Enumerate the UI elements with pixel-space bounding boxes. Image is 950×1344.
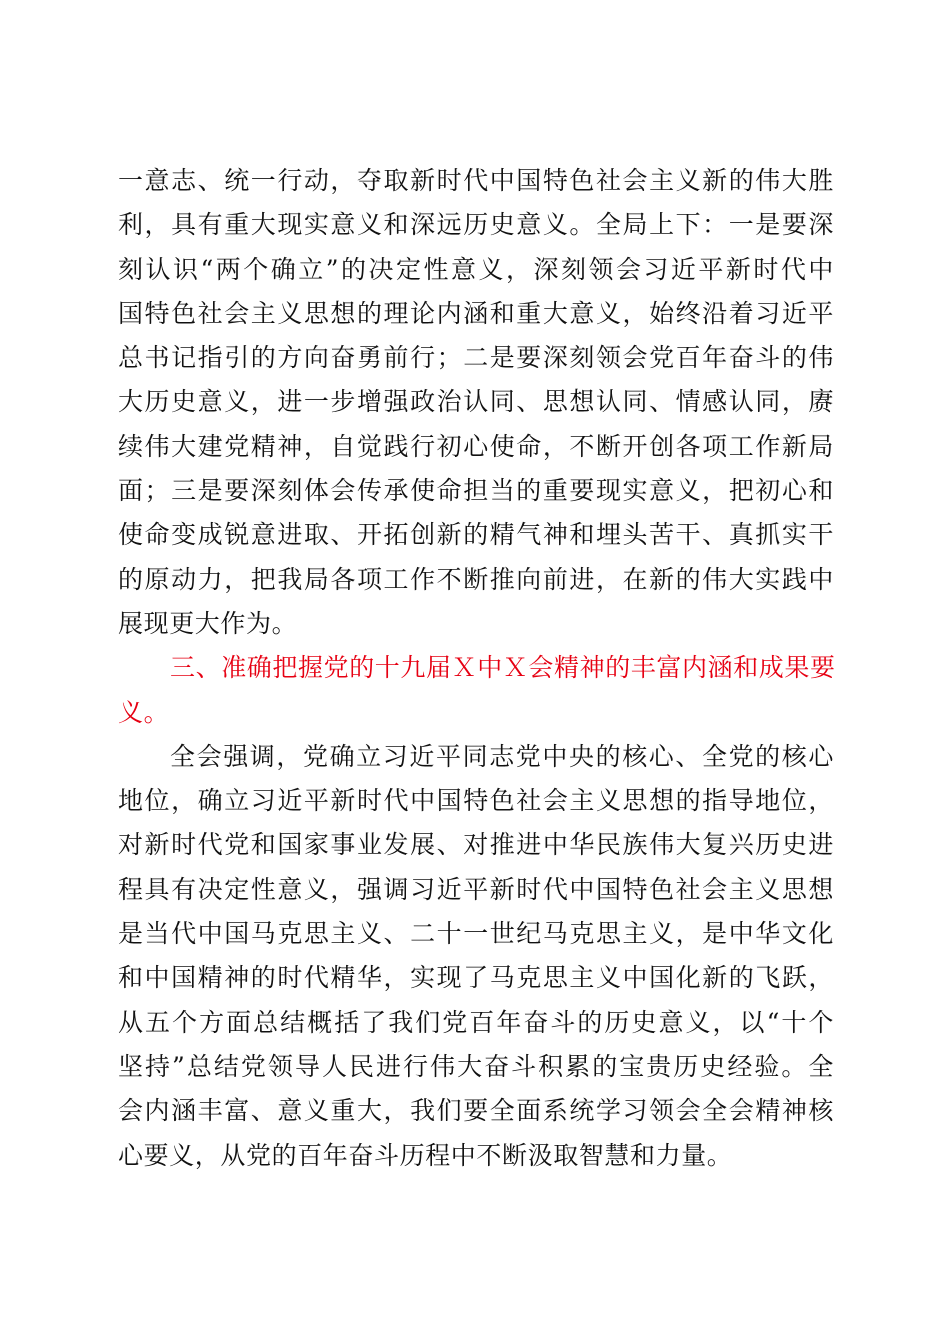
text-line: 使命变成锐意进取、开拓创新的精气神和埋头苦干、真抓实干 [118, 520, 834, 550]
document-page [118, 159, 834, 1178]
text-line: 的原动力，把我局各项工作不断推向前进，在新的伟大实践中 [118, 564, 834, 594]
text-line: 展现更大作为。 [118, 608, 298, 638]
text-line: 面；三是要深刻体会传承使命担当的重要现实意义，把初心和 [118, 476, 834, 506]
text-line: 和中国精神的时代精华，实现了马克思主义中国化新的飞跃， [118, 963, 834, 993]
text-line: 会内涵丰富、意义重大，我们要全面系统学习领会全会精神核 [118, 1096, 834, 1126]
text-line: 程具有决定性意义，强调习近平新时代中国特色社会主义思想 [118, 874, 834, 904]
text-line: 续伟大建党精神，自觉践行初心使命，不断开创各项工作新局 [118, 431, 834, 461]
text-line: 利，具有重大现实意义和深远历史意义。全局上下：一是要深 [118, 210, 834, 240]
text-line: 心要义，从党的百年奋斗历程中不断汲取智慧和力量。 [118, 1140, 733, 1170]
text-line: 地位，确立习近平新时代中国特色社会主义思想的指导地位， [118, 786, 834, 816]
section-heading-3 [118, 646, 834, 735]
paragraph-continuation [118, 159, 834, 646]
text-line: 坚持”总结党领导人民进行伟大奋斗积累的宝贵历史经验。全 [118, 1051, 834, 1081]
heading-line: 三、准确把握党的十九届Ｘ中Ｘ会精神的丰富内涵和成果要 [170, 653, 836, 683]
text-line: 大历史意义，进一步增强政治认同、思想认同、情感认同，赓 [118, 387, 834, 417]
text-line: 对新时代党和国家事业发展、对推进中华民族伟大复兴历史进 [118, 830, 834, 860]
text-line: 全会强调，党确立习近平同志党中央的核心、全党的核心 [170, 741, 834, 771]
text-line: 是当代中国马克思主义、二十一世纪马克思主义，是中华文化 [118, 919, 834, 949]
heading-line: 义。 [118, 697, 170, 727]
text-line: 国特色社会主义思想的理论内涵和重大意义，始终沿着习近平 [118, 298, 834, 328]
text-line: 从五个方面总结概括了我们党百年奋斗的历史意义，以“十个 [118, 1007, 834, 1037]
text-line: 刻认识“两个确立”的决定性意义，深刻领会习近平新时代中 [118, 254, 834, 284]
text-line: 总书记指引的方向奋勇前行；二是要深刻领会党百年奋斗的伟 [118, 343, 834, 373]
text-line: 一意志、统一行动，夺取新时代中国特色社会主义新的伟大胜 [118, 166, 834, 195]
paragraph-plenary-session [118, 735, 834, 1178]
